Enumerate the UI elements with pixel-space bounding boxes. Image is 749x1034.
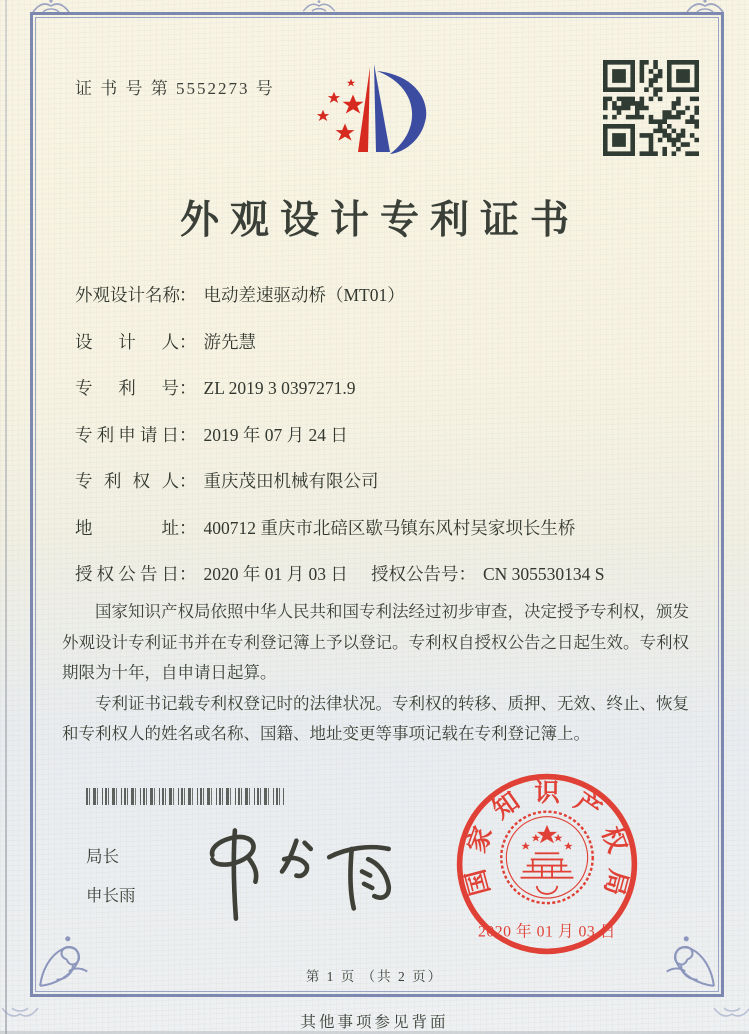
- field-patentee: [75, 468, 675, 515]
- field-value: 400712 重庆市北碚区歇马镇东风村吴家坝长生桥: [203, 517, 576, 538]
- signoff-title: 局长: [86, 848, 119, 866]
- seal-char: 国: [461, 866, 496, 899]
- handwritten-signature-icon: [198, 818, 403, 926]
- seal-char: 产: [569, 787, 607, 825]
- field-patent-number: [75, 375, 675, 422]
- field-value: CN 305530134 S: [483, 564, 605, 584]
- field-filing-date: [75, 422, 675, 469]
- field-designer: [75, 329, 675, 376]
- field-colon: ：: [458, 564, 476, 584]
- legal-paragraph: 专利证书记载专利权登记时的法律状况。专利权的转移、质押、无效、终止、恢复和专利权人的姓名或名称、国籍、地址变更等事项记载在专利登记簿上。: [62, 693, 689, 744]
- field-label: 专利号: [75, 378, 179, 398]
- field-colon: ：: [179, 517, 197, 538]
- field-colon: ：: [179, 331, 197, 352]
- field-value: 2019 年 07 月 24 日: [203, 424, 348, 445]
- field-label: 授权公告日: [75, 564, 179, 584]
- field-value: ZL 2019 3 0397271.9: [203, 378, 356, 398]
- legal-text: [62, 597, 689, 750]
- field-value: 游先慧: [203, 331, 256, 352]
- national-emblem-icon: [501, 812, 592, 903]
- field-label: 设计人: [75, 331, 179, 352]
- field-grant-publication-number: [371, 561, 605, 586]
- field-label: 地址: [75, 517, 179, 538]
- certificate-number: 证 书 号 第 5552273 号: [75, 79, 275, 98]
- signoff-name: 申长雨: [86, 887, 136, 905]
- scan-edge: [5, 0, 7, 1034]
- field-design-name: [75, 282, 675, 329]
- official-seal-icon: [453, 770, 641, 958]
- field-colon: ：: [179, 378, 197, 398]
- seal-date: 2020 年 01 月 03 日: [477, 923, 617, 941]
- certificate-fields: [75, 282, 675, 608]
- field-colon: ：: [179, 424, 197, 445]
- certificate-title: 外观设计专利证书: [179, 199, 580, 242]
- field-value: 电动差速驱动桥（MT01）: [203, 285, 405, 305]
- seal-char: 局: [598, 866, 633, 899]
- seal-char: 家: [462, 822, 498, 857]
- field-value: 重庆茂田机械有限公司: [203, 471, 379, 491]
- qr-code-icon: [603, 60, 699, 156]
- legal-paragraph: 国家知识产权局依照中华人民共和国专利法经过初步审查，决定授予专利权，颁发外观设计专利证书并在专利登记簿上予以登记。专利权自授权公告之日起生效。专利权期限为十年，自申请日起算。: [62, 602, 689, 683]
- cnipa-logo-icon: [314, 58, 438, 162]
- field-address: [75, 515, 675, 562]
- seal-char: 权: [596, 822, 632, 857]
- field-label: 外观设计名称: [75, 285, 180, 305]
- page-number: 第 1 页 （共 2 页）: [305, 969, 444, 984]
- field-colon: ：: [179, 564, 197, 584]
- barcode-icon: [86, 788, 284, 805]
- back-side-note: 其他事项参见背面: [300, 1014, 449, 1031]
- field-colon: ：: [179, 471, 197, 491]
- seal-char: 知: [487, 787, 525, 825]
- field-label: 授权公告号: [371, 564, 459, 584]
- field-value: 2020 年 01 月 03 日: [203, 564, 348, 584]
- signoff-block: [86, 843, 136, 906]
- field-colon: ：: [179, 285, 197, 305]
- field-label: 专利权人: [75, 471, 179, 491]
- seal-char: 识: [534, 778, 560, 807]
- field-label: 专利申请日: [75, 424, 179, 445]
